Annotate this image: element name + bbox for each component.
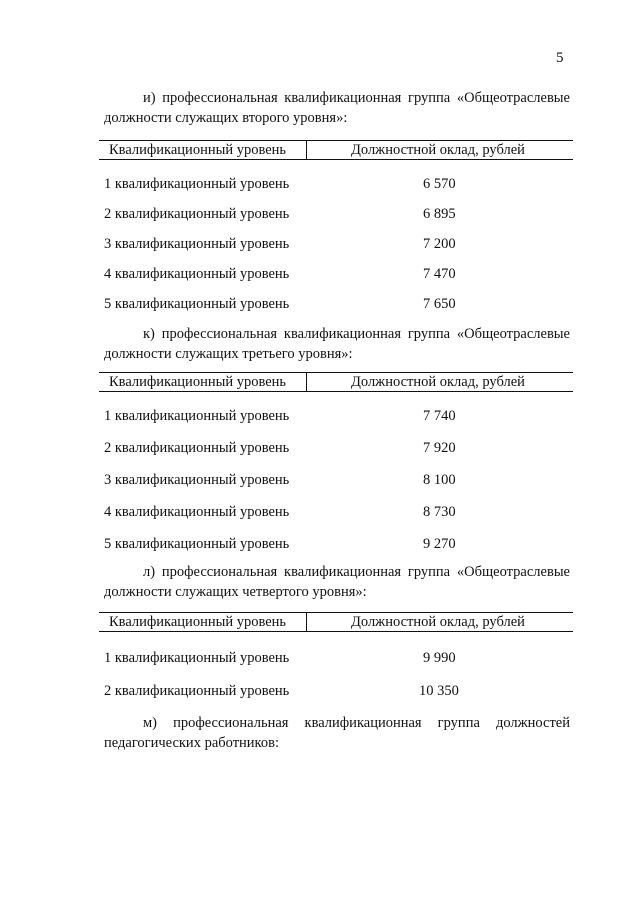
table-row: [99, 174, 573, 204]
salary-cell: 9 990: [423, 650, 456, 666]
column-divider: [306, 141, 307, 159]
table-header: [99, 372, 573, 392]
final-paragraph-line: педагогических работников:: [104, 735, 279, 751]
table-body: [99, 160, 573, 324]
salary-cell: 7 740: [423, 408, 456, 424]
salary-cell: 9 270: [423, 536, 456, 552]
salary-cell: 7 920: [423, 440, 456, 456]
level-cell: 3 квалификационный уровень: [104, 472, 290, 488]
column-divider: [306, 373, 307, 391]
section-intro-line: должности служащих второго уровня»:: [104, 110, 348, 126]
section-intro-line: л) профессиональная квалификационная группа «Общеотраслевые: [143, 564, 570, 580]
table-row: [99, 648, 573, 681]
final-paragraph-line: м) профессиональная квалификационная группа должностей: [143, 715, 570, 731]
table-row: [99, 234, 573, 264]
level-cell: 1 квалификационный уровень: [104, 650, 290, 666]
salary-cell: 8 730: [423, 504, 456, 520]
section-intro-1: [104, 88, 570, 128]
level-cell: 5 квалификационный уровень: [104, 296, 290, 312]
table-body: [99, 632, 573, 714]
column-header-salary: Должностной оклад, рублей: [351, 142, 525, 158]
page-number: 5: [556, 50, 564, 66]
level-cell: 3 квалификационный уровень: [104, 236, 290, 252]
level-cell: 2 квалификационный уровень: [104, 683, 290, 699]
table-row: [99, 438, 573, 470]
column-divider: [306, 613, 307, 631]
level-cell: 2 квалификационный уровень: [104, 206, 290, 222]
final-paragraph: [104, 713, 570, 753]
table-row: [99, 264, 573, 294]
salary-cell: 10 350: [419, 683, 459, 699]
column-header-level: Квалификационный уровень: [109, 614, 287, 630]
column-header-salary: Должностной оклад, рублей: [351, 374, 525, 390]
table-row: [99, 406, 573, 438]
table-row: [99, 294, 573, 324]
salary-cell: 7 650: [423, 296, 456, 312]
salary-cell: 7 200: [423, 236, 456, 252]
section-intro-2: [104, 324, 570, 364]
salary-table-3: [99, 612, 573, 714]
salary-cell: 6 570: [423, 176, 456, 192]
level-cell: 5 квалификационный уровень: [104, 536, 290, 552]
table-header: [99, 612, 573, 632]
level-cell: 4 квалификационный уровень: [104, 266, 290, 282]
column-header-level: Квалификационный уровень: [109, 142, 287, 158]
table-header: [99, 140, 573, 160]
table-row: [99, 204, 573, 234]
salary-cell: 6 895: [423, 206, 456, 222]
section-intro-line: должности служащих третьего уровня»:: [104, 346, 353, 362]
section-intro-3: [104, 562, 570, 602]
table-row: [99, 681, 573, 714]
level-cell: 1 квалификационный уровень: [104, 408, 290, 424]
salary-cell: 7 470: [423, 266, 456, 282]
level-cell: 4 квалификационный уровень: [104, 504, 290, 520]
section-intro-line: к) профессиональная квалификационная группа «Общеотраслевые: [143, 326, 570, 342]
level-cell: 2 квалификационный уровень: [104, 440, 290, 456]
salary-cell: 8 100: [423, 472, 456, 488]
salary-table-1: [99, 140, 573, 324]
table-body: [99, 392, 573, 566]
table-row: [99, 502, 573, 534]
section-intro-line: и) профессиональная квалификационная группа «Общеотраслевые: [143, 90, 570, 106]
section-intro-line: должности служащих четвертого уровня»:: [104, 584, 367, 600]
level-cell: 1 квалификационный уровень: [104, 176, 290, 192]
table-row: [99, 470, 573, 502]
column-header-level: Квалификационный уровень: [109, 374, 287, 390]
salary-table-2: [99, 372, 573, 566]
column-header-salary: Должностной оклад, рублей: [351, 614, 525, 630]
